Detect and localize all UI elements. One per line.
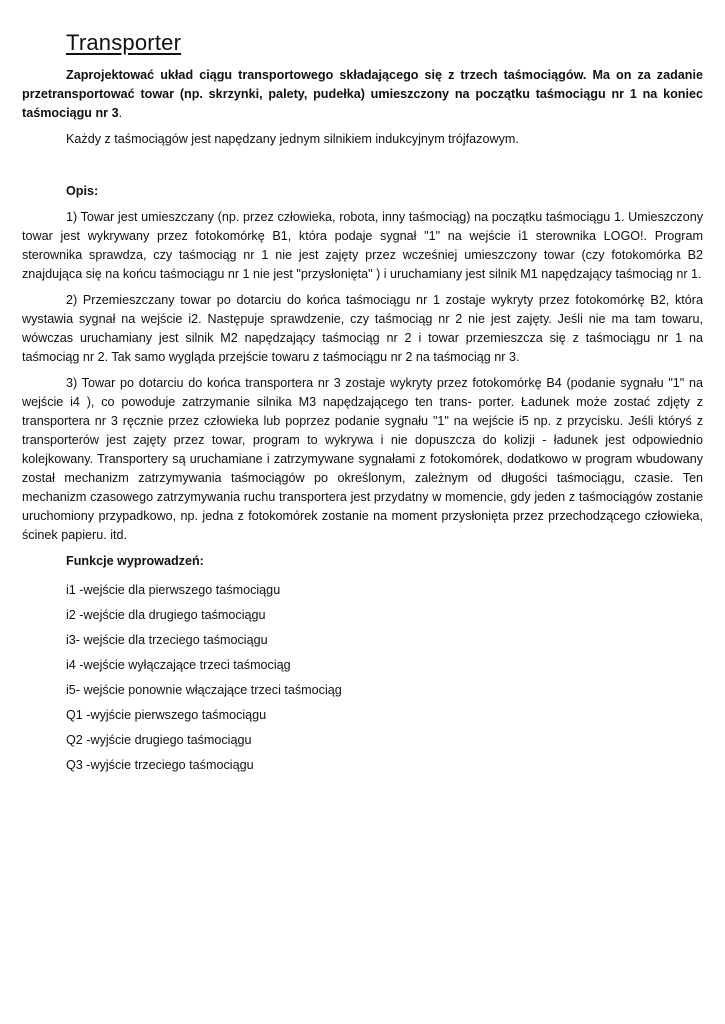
description-item-3: 3) Towar po dotarciu do końca transportera nr 3 zostaje wykryty przez fotokomórkę B4 (podanie sygnału "1" na wejście i4 ), co powoduje zatrzymanie silnika M3 napędzającego ten trans- porter. Ładunek może zostać zdjęty z transportera nr 3 ręcznie przez człowieka lub poprzez podanie sygnału "1" na wejście i5 np. z przycisku. Jeśli któryś z transporterów jest zajęty przez towar, program to wykrywa i nie dopuszcza do kolizji - ładunek jest odpowiednio kolejkowany. Transportery są uruchamiane i zatrzymywane sygnałami z fotokomórek, dodatkowo w program wbudowany został mechanizm zatrzymywania taśmociągów po określonym, zależnym od długości taśmociągu, czasie. Ten mechanizm czasowego zatrzymywania ruchu transportera jest przydatny w momencie, gdy jeden z taśmociągów zostanie uruchomiony przypadkowo, np. jedna z fotokomórek zostanie na moment przysłonięta przez przechodzącego człowieka, ścinek papieru. itd. [22,376,703,542]
function-item-q1: Q1 -wyjście pierwszego taśmociągu [66,708,267,722]
document-title: Transporter [66,30,182,55]
function-item-i2: i2 -wejście dla drugiego taśmociągu [66,608,266,622]
functions-heading: Funkcje wyprowadzeń: [66,554,204,568]
function-item-i5: i5- wejście ponownie włączające trzeci taśmociąg [66,683,342,697]
description-item-2: 2) Przemieszczany towar po dotarciu do końca taśmociągu nr 1 zostaje wykryty przez fotokomórkę B2, która wystawia sygnał na wejście i2. Następuje sprawdzenie, czy taśmociąg nr 2 nie jest zajęty. Jeśli nie ma tam towaru, wówczas uruchamiany jest silnik M2 napędzający taśmociąg nr 2 i towar przemieszcza się z taśmociągu nr 1 na taśmociąg nr 2. Tak samo wygląda przejście towaru z taśmociągu nr 2 na taśmociąg nr 3. [22,293,703,364]
section-spacer [22,156,703,182]
function-item-q2: Q2 -wyjście drugiego taśmociągu [66,733,252,747]
function-item-i4: i4 -wejście wyłączające trzeci taśmociąg [66,658,291,672]
description-item-1: 1) Towar jest umieszczany (np. przez człowieka, robota, inny taśmociąg) na początku taśmociągu 1. Umieszczony towar jest wykrywany przez fotokomórkę B1, która podaje sygnał "1" na wejście i1 sterownika LOGO!. Program sterownika sprawdza, czy taśmociąg nr 1 nie jest zajęty przez wcześniej umieszczony towar (czy fotokomórka B2 znajdująca się na końcu taśmociągu nr 1 nie jest "przysłonięta" ) i uruchamiany jest silnik M1 napędzający taśmociąg nr 1. [22,210,703,281]
document-body [22,66,703,778]
intro-paragraph [22,66,703,123]
intro-trailing-text: . [118,106,123,120]
function-item-i1: i1 -wejście dla pierwszego taśmociągu [66,583,281,597]
intro-bold-text: Zaprojektować układ ciągu transportowego składającego się z trzech taśmociągów. Ma on za zadanie przetransportować towar (np. skrzynki, palety, pudełka) umieszczony na początku taśmociągu nr 1 na koniec taśmociągu nr 3 [22,68,703,120]
description-heading: Opis: [66,184,99,198]
function-item-i3: i3- wejście dla trzeciego taśmociągu [66,633,268,647]
function-item-q3: Q3 -wyjście trzeciego taśmociągu [66,758,254,772]
motors-paragraph: Każdy z taśmociągów jest napędzany jednym silnikiem indukcyjnym trójfazowym. [66,132,519,146]
functions-list [22,578,703,778]
